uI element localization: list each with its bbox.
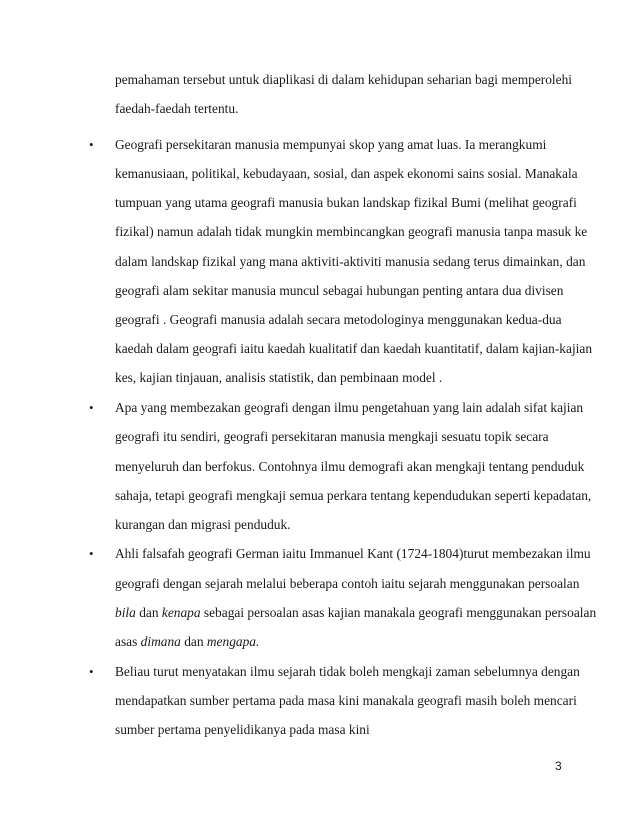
paragraph-line <box>115 605 596 621</box>
paragraph-line: Geografi persekitaran manusia mempunyai skop yang amat luas. Ia merangkumi <box>115 137 547 152</box>
paragraph-line: menyeluruh dan berfokus. Contohnya ilmu demografi akan mengkaji tentang penduduk <box>115 459 585 474</box>
bullet-icon: • <box>89 546 94 561</box>
italic-term: mengapa. <box>206 634 260 649</box>
bullet-icon: • <box>89 664 94 679</box>
bullet-icon: • <box>89 400 94 415</box>
italic-term: dimana <box>140 634 181 649</box>
bullet-icon: • <box>89 137 94 152</box>
paragraph-line: kes, kajian tinjauan, analisis statistik, dan pembinaan model . <box>115 370 443 385</box>
paragraph-line: Beliau turut menyatakan ilmu sejarah tidak boleh mengkaji zaman sebelumnya dengan <box>115 664 580 679</box>
paragraph-line: geografi . Geografi manusia adalah secara metodologinya menggunakan kedua-dua <box>115 312 562 327</box>
text-run: dan <box>135 605 162 620</box>
paragraph-line: fizikal) namun adalah tidak mungkin membincangkan geografi manusia tanpa masuk ke <box>115 224 588 239</box>
paragraph-line: dalam landskap fizikal yang mana aktiviti-aktiviti manusia sedang terus dimainkan, dan <box>115 254 586 269</box>
italic-term: bila <box>115 605 136 620</box>
paragraph-line: geografi itu sendiri, geografi persekitaran manusia mengkaji sesuatu topik secara <box>115 429 549 444</box>
paragraph-line: geografi dengan sejarah melalui beberapa contoh iaitu sejarah menggunakan persoalan <box>115 576 580 591</box>
paragraph-line: tumpuan yang utama geografi manusia bukan landskap fizikal Bumi (melihat geografi <box>115 195 577 210</box>
page-number: 3 <box>555 759 562 773</box>
paragraph-line: kaedah dalam geografi iaitu kaedah kualitatif dan kaedah kuantitatif, dalam kajian-kajian <box>115 341 593 356</box>
text-run: dan <box>180 634 207 649</box>
text-run: sebagai persoalan asas kajian manakala geografi menggunakan persoalan <box>200 605 597 620</box>
text-run: asas <box>115 634 141 649</box>
paragraph-line: geografi alam sekitar manusia muncul sebagai hubungan penting antara dua divisen <box>115 283 564 298</box>
paragraph-line: kemanusiaan, politikal, kebudayaan, sosial, dan aspek ekonomi sains sosial. Manakala <box>115 166 578 181</box>
paragraph-line: kurangan dan migrasi penduduk. <box>115 517 291 532</box>
italic-term: kenapa <box>161 605 201 620</box>
paragraph-line: mendapatkan sumber pertama pada masa kini manakala geografi masih boleh mencari <box>115 693 577 708</box>
paragraph-line: sumber pertama penyelidikanya pada masa kini <box>115 722 370 737</box>
intro-line: pemahaman tersebut untuk diaplikasi di dalam kehidupan seharian bagi memperolehi <box>115 72 573 87</box>
intro-line: faedah-faedah tertentu. <box>115 101 239 116</box>
paragraph-line <box>115 634 259 650</box>
paragraph-line: Ahli falsafah geografi German iaitu Immanuel Kant (1724-1804)turut membezakan ilmu <box>115 546 591 561</box>
paragraph-line: Apa yang membezakan geografi dengan ilmu pengetahuan yang lain adalah sifat kajian <box>115 400 584 415</box>
paragraph-line: sahaja, tetapi geografi mengkaji semua perkara tentang kependudukan seperti kepadatan, <box>115 488 592 503</box>
